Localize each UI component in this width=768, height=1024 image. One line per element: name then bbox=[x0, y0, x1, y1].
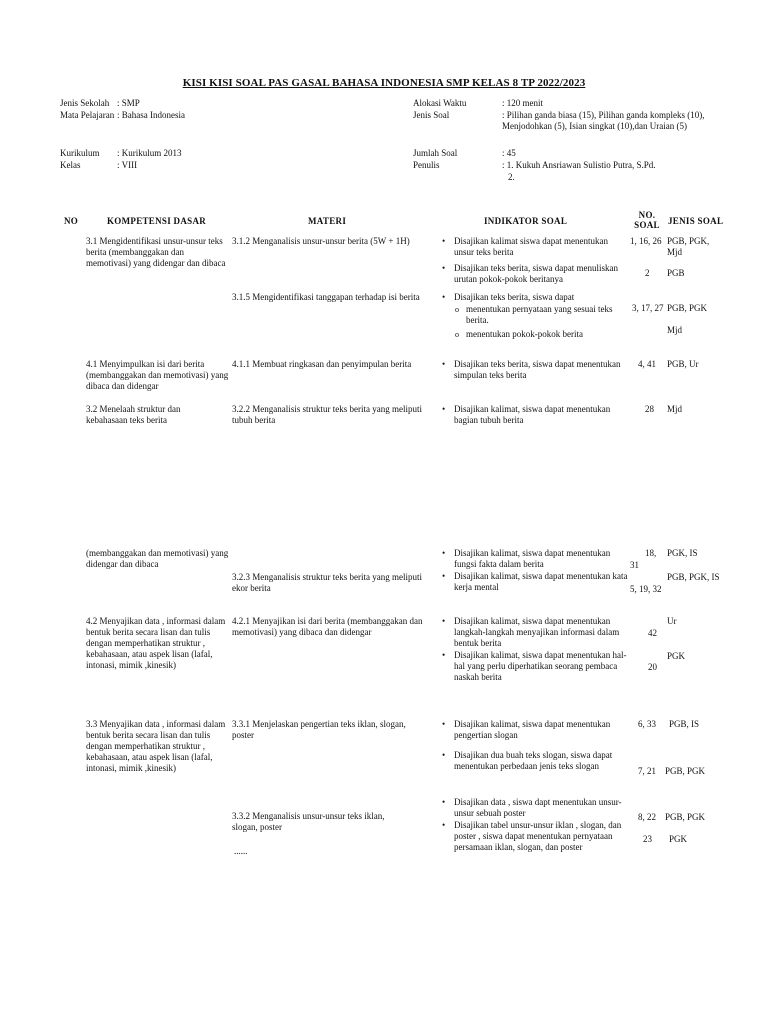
header-kompetensi-dasar: KOMPETENSI DASAR bbox=[107, 216, 207, 226]
info-penulis-value: : 1. Kukuh Ansriawan Sulistio Putra, S.Pd. bbox=[502, 160, 656, 170]
jenis-soal-r3: PGB, Ur bbox=[667, 359, 699, 369]
no-soal-r8-2: 23 bbox=[643, 834, 652, 844]
materi-3-2-3: 3.2.3 Menganalisis struktur teks berita yang meliputi ekor berita bbox=[232, 572, 422, 593]
jenis-soal-r7-2: PGB, PGK bbox=[665, 766, 706, 776]
kd-4-1: 4.1 Menyimpulkan isi dari berita (membanggakan dan memotivasi) yang dibaca dan didengar bbox=[86, 359, 229, 391]
header-indikator-soal: INDIKATOR SOAL bbox=[484, 216, 568, 226]
no-soal-r1-1: 1, 16, 26 bbox=[630, 236, 662, 246]
indikator-subitem: o menentukan pokok-pokok berita bbox=[436, 329, 630, 340]
info-kurikulum-label: Kurikulum bbox=[60, 148, 100, 158]
no-soal-r6-1: 42 bbox=[648, 628, 657, 638]
indikator-list-r6 bbox=[436, 616, 630, 688]
materi-3-1-2: 3.1.2 Menganalisis unsur-unsur berita (5W + 1H) bbox=[232, 236, 410, 246]
jenis-soal-r5-2: PGB, PGK, IS bbox=[667, 572, 720, 582]
info-jenis-sekolah-label: Jenis Sekolah bbox=[60, 98, 110, 108]
header-no: NO bbox=[64, 216, 79, 226]
info-jenis-sekolah-value: : SMP bbox=[117, 98, 140, 108]
indikator-list-r3 bbox=[436, 359, 630, 386]
indikator-item: • Disajikan tabel unsur-unsur iklan , slogan, dan poster , siswa dapat menentukan pernyataan persamaan iklan, slogan, dan poster bbox=[436, 820, 630, 853]
info-penulis-value-2: 2. bbox=[508, 172, 515, 182]
kd-3-3: 3.3 Menyajikan data , informasi dalam bentuk berita secara lisan dan tulis dengan memperhatikan struktur , kebahasaan, atau aspek lisan (lafal, intonasi, mimik ,kinesik) bbox=[86, 719, 226, 773]
jenis-soal-r2-1: PGB, PGK bbox=[667, 303, 708, 313]
jenis-soal-r5-1: PGK, IS bbox=[667, 548, 698, 558]
info-kelas-value: : VIII bbox=[117, 160, 138, 170]
no-soal-r6-2: 20 bbox=[648, 662, 657, 672]
indikator-item: • Disajikan kalimat, siswa dapat menentukan langkah-langkah menyajikan informasi dalam bentuk berita bbox=[436, 616, 630, 649]
indikator-list-r7 bbox=[436, 719, 630, 777]
kd-4-2: 4.2 Menyajikan data , informasi dalam bentuk berita secara lisan dan tulis dengan memperhatikan struktur , kebahasaan, atau aspek lisan (lafal, intonasi, mimik ,kinesik) bbox=[86, 616, 226, 670]
jenis-soal-r7-1: PGB, IS bbox=[669, 719, 700, 729]
jenis-soal-r4: Mjd bbox=[667, 404, 683, 414]
no-soal-r1-2: 2 bbox=[645, 268, 650, 278]
indikator-item: • Disajikan teks berita, siswa dapat menuliskan urutan pokok-pokok beritanya bbox=[436, 263, 630, 285]
jenis-soal-r6-2: PGK bbox=[667, 651, 686, 661]
jenis-soal-r1-1: PGB, PGK, Mjd bbox=[667, 236, 710, 257]
info-jenis-soal-value: : Pilihan ganda biasa (15), Pilihan ganda kompleks (10), Menjodohkan (5), Isian singkat (10),dan Uraian (5) bbox=[502, 110, 705, 131]
indikator-item: • Disajikan teks berita, siswa dapat menentukan simpulan teks berita bbox=[436, 359, 630, 381]
info-kurikulum-value: : Kurikulum 2013 bbox=[117, 148, 182, 158]
indikator-item: • Disajikan kalimat siswa dapat menentukan unsur teks berita bbox=[436, 236, 630, 258]
no-soal-r3: 4, 41 bbox=[638, 359, 656, 369]
indikator-item: • Disajikan kalimat, siswa dapat menentukan bagian tubuh berita bbox=[436, 404, 630, 426]
no-soal-r5-1a: 18, bbox=[645, 548, 657, 558]
materi-ellipsis: ...... bbox=[234, 846, 248, 856]
indikator-list-r4 bbox=[436, 404, 630, 431]
jenis-soal-r6-1: Ur bbox=[667, 616, 677, 626]
no-soal-r8-1: 8, 22 bbox=[638, 812, 656, 822]
materi-3-3-2: 3.3.2 Menganalisis unsur-unsur teks iklan, slogan, poster bbox=[232, 811, 385, 832]
header-materi: MATERI bbox=[308, 216, 347, 226]
indikator-item: • Disajikan dua buah teks slogan, siswa dapat menentukan perbedaan jenis teks slogan bbox=[436, 750, 630, 772]
info-jumlah-soal-value: : 45 bbox=[502, 148, 516, 158]
indikator-list-r1 bbox=[436, 236, 630, 290]
materi-3-1-5: 3.1.5 Mengidentifikasi tanggapan terhadap isi berita bbox=[232, 292, 420, 302]
info-jenis-soal-label: Jenis Soal bbox=[413, 110, 450, 120]
header-jenis-soal: JENIS SOAL bbox=[668, 216, 724, 226]
no-soal-r5-1b: 31 bbox=[630, 560, 639, 570]
indikator-item: • Disajikan kalimat, siswa dapat menentukan pengertian slogan bbox=[436, 719, 630, 741]
info-penulis-label: Penulis bbox=[413, 160, 440, 170]
no-soal-r4: 28 bbox=[645, 404, 654, 414]
indikator-list-r5 bbox=[436, 548, 630, 598]
materi-3-2-2: 3.2.2 Menganalisis struktur teks berita yang meliputi tubuh berita bbox=[232, 404, 422, 425]
kd-3-1: 3.1 Mengidentifikasi unsur-unsur teks berita (membanggakan dan memotivasi) yang didengar dan dibaca bbox=[86, 236, 226, 268]
indikator-item: • Disajikan kalimat, siswa dapat menentukan hal-hal yang perlu diperhatikan seorang pembaca naskah berita bbox=[436, 650, 630, 683]
indikator-item: • Disajikan teks berita, siswa dapat bbox=[436, 292, 630, 303]
indikator-list-r2 bbox=[436, 292, 630, 343]
jenis-soal-r8-1: PGB, PGK bbox=[665, 812, 706, 822]
info-alokasi-value: : 120 menit bbox=[502, 98, 543, 108]
indikator-item: • Disajikan data , siswa dapt menentukan unsur-unsur sebuah poster bbox=[436, 797, 630, 819]
materi-3-3-1: 3.3.1 Menjelaskan pengertian teks iklan, slogan, poster bbox=[232, 719, 406, 740]
indikator-item: • Disajikan kalimat, siswa dapat menentukan kata kerja mental bbox=[436, 571, 630, 593]
info-mapel-value: : Bahasa Indonesia bbox=[117, 110, 185, 120]
jenis-soal-r2-2: Mjd bbox=[667, 325, 683, 335]
no-soal-r7-1: 6, 33 bbox=[638, 719, 656, 729]
header-no-soal: NO. SOAL bbox=[634, 210, 660, 230]
document-title: KISI KISI SOAL PAS GASAL BAHASA INDONESIA SMP KELAS 8 TP 2022/2023 bbox=[182, 77, 586, 89]
indikator-subitem: o menentukan pernyataan yang sesuai teks berita. bbox=[436, 304, 630, 326]
jenis-soal-r8-2: PGK bbox=[669, 834, 688, 844]
no-soal-r2-1: 3, 17, 27 bbox=[632, 303, 664, 313]
kd-3-2-continued: (membanggakan dan memotivasi) yang didengar dan dibaca bbox=[86, 548, 229, 569]
indikator-list-r8 bbox=[436, 797, 630, 858]
kd-3-2: 3.2 Menelaah struktur dan kebahasaan teks berita bbox=[86, 404, 181, 425]
info-alokasi-label: Alokasi Waktu bbox=[413, 98, 467, 108]
info-jumlah-soal-label: Jumlah Soal bbox=[413, 148, 458, 158]
materi-4-1-1: 4.1.1 Membuat ringkasan dan penyimpulan berita bbox=[232, 359, 412, 369]
no-soal-r5-2: 5, 19, 32 bbox=[630, 584, 662, 594]
jenis-soal-r1-2: PGB bbox=[667, 268, 685, 278]
indikator-item: • Disajikan kalimat, siswa dapat menentukan fungsi fakta dalam berita bbox=[436, 548, 630, 570]
info-mapel-label: Mata Pelajaran bbox=[60, 110, 115, 120]
info-kelas-label: Kelas bbox=[60, 160, 81, 170]
materi-4-2-1: 4.2.1 Menyajikan isi dari berita (membanggakan dan memotivasi) yang dibaca dan didengar bbox=[232, 616, 423, 637]
no-soal-r7-2: 7, 21 bbox=[638, 766, 656, 776]
